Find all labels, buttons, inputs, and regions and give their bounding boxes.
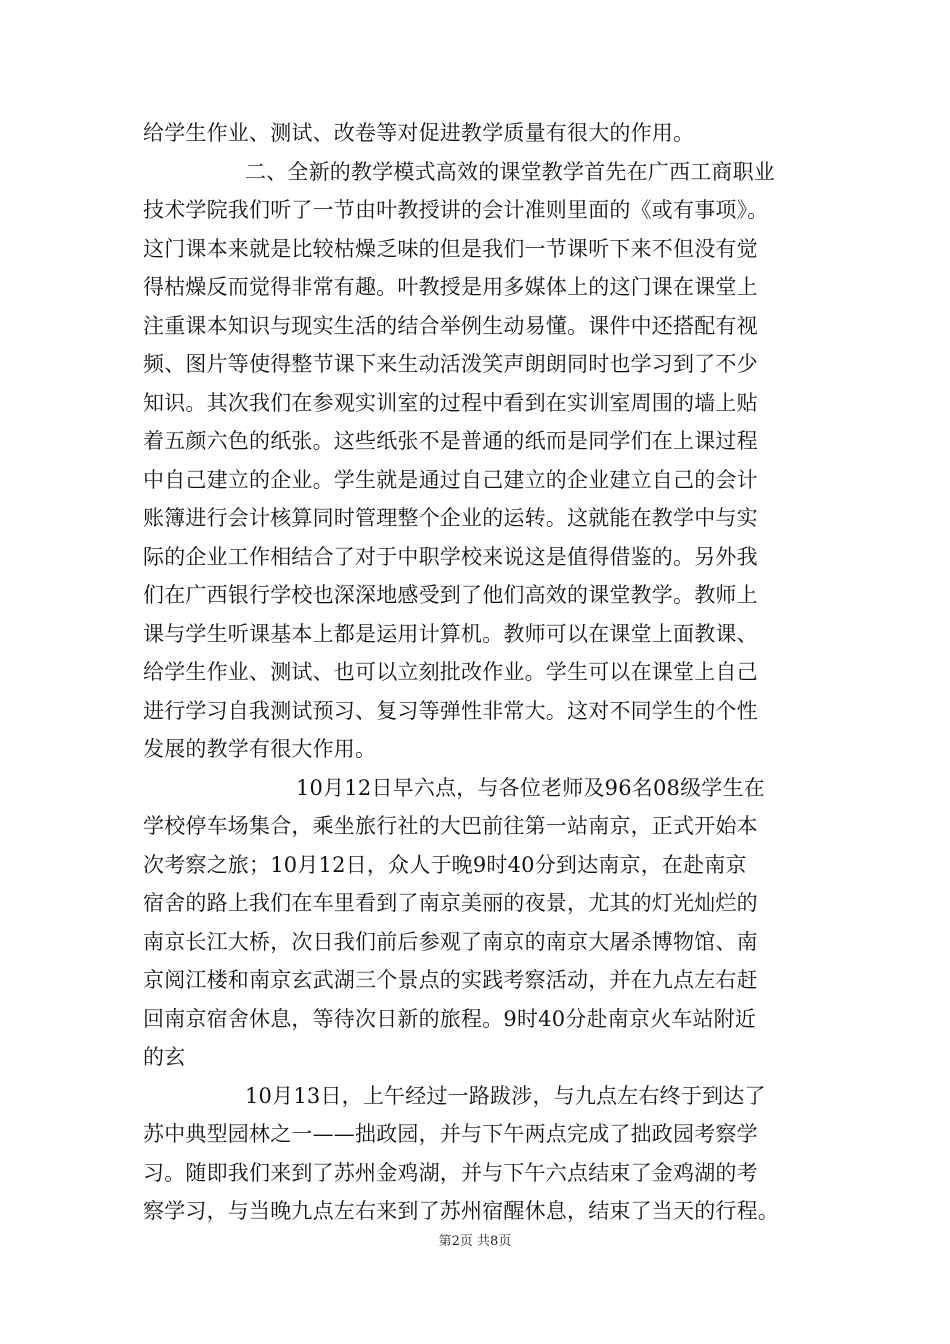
text-line: 得枯燥反而觉得非常有趣。叶教授是用多媒体上的这门课在课堂上 xyxy=(143,275,758,299)
text-line: 次考察之旅；10月12日，众人于晚9时40分到达南京，在赴南京 xyxy=(143,853,747,877)
text-line: 们在广西银行学校也深深地感受到了他们高效的课堂教学。教师上 xyxy=(143,583,758,607)
text-line: 给学生作业、测试、改卷等对促进教学质量有很大的作用。 xyxy=(143,121,695,145)
text-line: 南京长江大桥，次日我们前后参观了南京的南京大屠杀博物馆、南 xyxy=(143,930,758,954)
text-line: 着五颜六色的纸张。这些纸张不是普通的纸而是同学们在上课过程 xyxy=(143,429,758,453)
text-line: 这门课本来就是比较枯燥乏味的但是我们一节课听下来不但没有觉 xyxy=(143,237,758,261)
text-line: 的玄 xyxy=(143,1045,186,1069)
text-line: 学校停车场集合，乘坐旅行社的大巴前往第一站南京，正式开始本 xyxy=(143,814,758,838)
text-line: 10月13日，上午经过一路跋涉，与九点左右终于到达了 xyxy=(245,1084,766,1108)
text-line: 课与学生听课基本上都是运用计算机。教师可以在课堂上面教课、 xyxy=(143,622,758,646)
text-line: 进行学习自我测试预习、复习等弹性非常大。这对不同学生的个性 xyxy=(143,699,758,723)
text-line: 发展的教学有很大作用。 xyxy=(143,737,377,761)
text-line: 际的企业工作相结合了对于中职学校来说这是值得借鉴的。另外我 xyxy=(143,545,758,569)
text-line: 中自己建立的企业。学生就是通过自己建立的企业建立自己的会计 xyxy=(143,468,758,492)
text-line: 二、全新的教学模式高效的课堂教学首先在广西工商职业 xyxy=(245,160,775,184)
text-line: 回南京宿舍休息，等待次日新的旅程。9时40分赴南京火车站附近 xyxy=(143,1007,757,1031)
text-line: 宿舍的路上我们在车里看到了南京美丽的夜景，尤其的灯光灿烂的 xyxy=(143,891,758,915)
text-line: 京阅江楼和南京玄武湖三个景点的实践考察活动，并在九点左右赶 xyxy=(143,968,758,992)
text-line: 技术学院我们听了一节由叶教授讲的会计准则里面的《或有事项》。 xyxy=(143,198,769,222)
text-line: 给学生作业、测试、也可以立刻批改作业。学生可以在课堂上自己 xyxy=(143,660,758,684)
text-line: 知识。其次我们在参观实训室的过程中看到在实训室周围的墙上贴 xyxy=(143,391,758,415)
text-line: 察学习，与当晚九点左右来到了苏州宿醒休息，结束了当天的行程。 xyxy=(143,1199,779,1223)
text-line: 账簿进行会计核算同时管理整个企业的运转。这就能在教学中与实 xyxy=(143,506,758,530)
text-line: 习。随即我们来到了苏州金鸡湖，并与下午六点结束了金鸡湖的考 xyxy=(143,1161,758,1185)
text-line: 注重课本知识与现实生活的结合举例生动易懂。课件中还搭配有视 xyxy=(143,314,758,338)
text-line: 频、图片等使得整节课下来生动活泼笑声朗朗同时也学习到了不少 xyxy=(143,352,758,376)
page-number-footer: 第2页 共8页 xyxy=(438,1234,512,1249)
text-line: 10月12日早六点，与各位老师及96名08级学生在 xyxy=(296,776,765,800)
text-line: 苏中典型园林之一——拙政园，并与下午两点完成了拙政园考察学 xyxy=(143,1122,758,1146)
